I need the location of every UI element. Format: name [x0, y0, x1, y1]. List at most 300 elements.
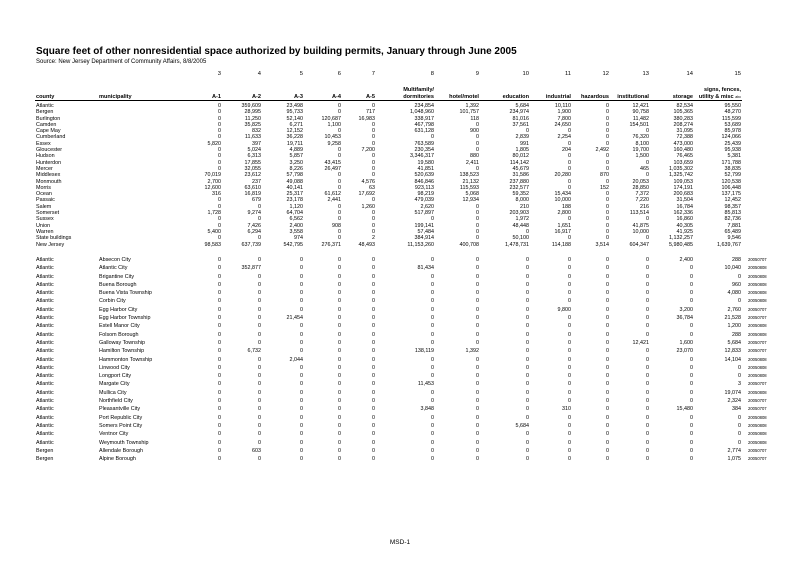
date-code: 20050808 — [748, 298, 767, 304]
detail-cell: 0 — [646, 290, 649, 297]
detail-cell: 0 — [372, 290, 375, 297]
summary-cell: 11,250 — [244, 115, 261, 122]
summary-cell: 0 — [372, 103, 375, 109]
county-name: Atlantic — [36, 103, 54, 109]
detail-cell: 0 — [258, 315, 261, 322]
county-name: New Jersey — [36, 241, 65, 248]
detail-cell: 36,784 — [676, 315, 693, 322]
municipality-name: Port Republic City — [99, 414, 143, 421]
summary-cell: 473,000 — [673, 140, 693, 147]
colnum-spacer — [35, 71, 188, 77]
summary-cell: 2,441 — [327, 197, 341, 204]
summary-cell: 52,799 — [724, 172, 741, 179]
detail-cell: 0 — [218, 431, 221, 438]
detail-cell: 0 — [300, 364, 303, 371]
detail-cell: 0 — [258, 339, 261, 346]
detail-cell: 0 — [646, 414, 649, 421]
detail-cell: 0 — [526, 281, 529, 288]
detail-cell: 21,454 — [286, 315, 303, 322]
detail-cell: 0 — [568, 265, 571, 272]
summary-cell: 16,860 — [676, 216, 693, 223]
summary-cell: 2,254 — [557, 134, 571, 141]
detail-cell: 0 — [690, 439, 693, 446]
detail-cell: 288 — [732, 331, 741, 338]
detail-cell: 0 — [526, 431, 529, 438]
summary-cell: 0 — [218, 197, 221, 204]
summary-cell: 923,113 — [414, 184, 434, 191]
detail-cell: 0 — [646, 422, 649, 429]
summary-cell: 17,692 — [358, 191, 375, 198]
detail-cell: 0 — [606, 422, 609, 429]
detail-cell: 1,200 — [727, 323, 741, 330]
detail-cell: 0 — [372, 456, 375, 463]
detail-cell: 21,528 — [724, 315, 741, 322]
detail-cell: 0 — [568, 298, 571, 305]
column-header-cell: county — [35, 94, 98, 101]
detail-cell: 0 — [606, 306, 609, 313]
detail-cell: 0 — [300, 306, 303, 313]
detail-cell: 0 — [300, 398, 303, 405]
detail-cell: 0 — [372, 273, 375, 280]
date-code: 20050808 — [748, 281, 767, 287]
county-name: Essex — [36, 140, 51, 147]
detail-cell: 0 — [568, 273, 571, 280]
detail-cell: 310 — [562, 406, 571, 413]
detail-cell: 0 — [738, 431, 741, 438]
summary-cell: 7,200 — [361, 147, 375, 154]
summary-cell: 0 — [372, 172, 375, 179]
county-name: Atlantic — [36, 306, 54, 313]
detail-cell: 0 — [568, 414, 571, 421]
detail-cell: 0 — [372, 331, 375, 338]
summary-cell: 82,534 — [676, 103, 693, 109]
summary-cell: 113,514 — [629, 210, 649, 217]
summary-cell: 234,854 — [414, 103, 434, 109]
summary-cell: 45,679 — [512, 165, 529, 172]
detail-cell: 0 — [372, 373, 375, 380]
summary-cell: 604,347 — [629, 241, 649, 248]
detail-cell: 0 — [526, 331, 529, 338]
detail-cell: 0 — [526, 356, 529, 363]
detail-cell: 0 — [338, 265, 341, 272]
detail-cell: 0 — [372, 348, 375, 355]
county-name: Hudson — [36, 153, 55, 160]
detail-cell: 0 — [258, 273, 261, 280]
column-number: 3 — [217, 71, 221, 77]
detail-cell: 0 — [606, 414, 609, 421]
column-header-cell: institutional — [610, 94, 650, 101]
date-code: 20050808 — [748, 389, 767, 395]
summary-cell: 0 — [476, 134, 479, 141]
summary-cell: 397 — [252, 140, 261, 147]
detail-cell: 0 — [646, 456, 649, 463]
summary-cell: 5,820 — [207, 140, 221, 147]
county-name: Hunterdon — [36, 159, 62, 166]
detail-cell: 0 — [738, 298, 741, 305]
summary-cell: 4,889 — [289, 147, 303, 154]
summary-cell: 2,700 — [207, 178, 221, 185]
summary-cell: 1,500 — [635, 153, 649, 160]
municipality-name: Brigantine City — [99, 273, 135, 280]
summary-cell: 24,650 — [554, 121, 571, 128]
summary-cell: 9,274 — [247, 210, 261, 217]
detail-cell: 0 — [646, 265, 649, 272]
detail-cell: 0 — [218, 306, 221, 313]
detail-cell: 0 — [476, 331, 479, 338]
detail-cell: 0 — [258, 281, 261, 288]
county-summary-table — [35, 103, 742, 248]
summary-cell: 90,758 — [632, 109, 649, 116]
detail-cell: 0 — [338, 290, 341, 297]
municipality-name: Ventnor City — [99, 431, 129, 438]
detail-cell: 0 — [431, 298, 434, 305]
date-code: 20050808 — [748, 273, 767, 279]
detail-cell: 0 — [606, 356, 609, 363]
detail-cell: 0 — [568, 456, 571, 463]
detail-cell: 0 — [431, 257, 434, 263]
summary-cell: 80,012 — [512, 153, 529, 160]
summary-cell: 0 — [606, 197, 609, 204]
municipality-name: Hammonton Township — [99, 356, 153, 363]
detail-cell: 0 — [431, 456, 434, 463]
detail-cell: 0 — [606, 257, 609, 263]
summary-cell: 0 — [606, 178, 609, 185]
municipality-name: Egg Harbor City — [99, 306, 138, 313]
summary-cell: 0 — [476, 210, 479, 217]
municipality-name: Hamilton Township — [99, 348, 145, 355]
detail-cell: 0 — [568, 348, 571, 355]
summary-cell: 0 — [476, 121, 479, 128]
detail-cell: 0 — [218, 422, 221, 429]
detail-cell: 0 — [606, 364, 609, 371]
summary-cell: 1,048,960 — [410, 109, 434, 116]
summary-cell: 0 — [568, 216, 571, 223]
summary-cell: 101,757 — [459, 109, 479, 116]
detail-cell: 0 — [338, 298, 341, 305]
municipality-name: Absecon City — [99, 257, 131, 263]
column-number: 9 — [475, 71, 479, 77]
detail-cell: 0 — [568, 439, 571, 446]
date-code: 20050707 — [748, 406, 767, 412]
summary-cell: 870 — [600, 172, 609, 179]
county-name: Morris — [36, 184, 51, 191]
detail-row — [35, 347, 772, 355]
summary-cell: 0 — [372, 165, 375, 172]
summary-cell: 10,453 — [324, 134, 341, 141]
summary-cell: 237,880 — [509, 178, 529, 185]
summary-cell: 137,175 — [721, 191, 741, 198]
detail-cell: 0 — [338, 389, 341, 396]
summary-cell: 152 — [600, 184, 609, 191]
detail-cell: 0 — [690, 373, 693, 380]
detail-cell: 0 — [300, 439, 303, 446]
detail-cell: 0 — [476, 414, 479, 421]
summary-cell: 76,320 — [632, 134, 649, 141]
detail-cell: 0 — [476, 422, 479, 429]
summary-cell: 162,336 — [673, 210, 693, 217]
summary-cell: 0 — [218, 128, 221, 135]
detail-cell: 0 — [690, 298, 693, 305]
summary-cell: 31,586 — [512, 172, 529, 179]
summary-cell: 40,305 — [676, 222, 693, 229]
summary-cell: 1,805 — [515, 147, 529, 154]
summary-cell: 11,633 — [244, 134, 261, 141]
date-code: 20050808 — [748, 356, 767, 362]
summary-cell: 908 — [332, 222, 341, 229]
column-numbers-row — [35, 71, 742, 77]
detail-cell: 0 — [526, 339, 529, 346]
detail-cell: 0 — [431, 389, 434, 396]
summary-cell: 0 — [218, 134, 221, 141]
detail-cell: 0 — [690, 273, 693, 280]
county-name: Atlantic — [36, 431, 54, 438]
summary-cell: 12,600 — [204, 184, 221, 191]
county-name: Atlantic — [36, 265, 54, 272]
detail-cell: 0 — [476, 306, 479, 313]
detail-cell: 0 — [690, 323, 693, 330]
detail-cell: 0 — [431, 364, 434, 371]
column-header-cell: A-1 — [188, 94, 222, 101]
summary-cell: 0 — [372, 153, 375, 160]
detail-cell: 0 — [738, 414, 741, 421]
detail-cell: 4,080 — [727, 290, 741, 297]
detail-cell: 0 — [690, 364, 693, 371]
summary-cell: 0 — [568, 159, 571, 166]
detail-cell: 0 — [526, 373, 529, 380]
detail-cell: 0 — [690, 265, 693, 272]
summary-cell: 0 — [526, 228, 529, 235]
summary-cell: 174,191 — [673, 184, 693, 191]
detail-cell: 1,075 — [727, 456, 741, 463]
detail-cell: 0 — [372, 257, 375, 263]
summary-cell: 8,226 — [289, 165, 303, 172]
detail-cell: 3,848 — [420, 406, 434, 413]
detail-cell: 0 — [646, 323, 649, 330]
page-title: Square feet of other nonresidential space authorized by building permits, January through June 2005 — [36, 46, 517, 57]
detail-row — [35, 380, 772, 388]
detail-cell: 0 — [476, 373, 479, 380]
date-code: 20050707 — [748, 456, 767, 462]
detail-cell: 0 — [646, 331, 649, 338]
detail-cell: 0 — [476, 406, 479, 413]
column-number: 13 — [642, 71, 649, 77]
detail-cell: 0 — [526, 257, 529, 263]
summary-cell: 20,053 — [632, 178, 649, 185]
county-name: Atlantic — [36, 298, 54, 305]
summary-cell: 57,484 — [417, 228, 434, 235]
summary-cell: 0 — [568, 165, 571, 172]
detail-cell: 6,732 — [247, 348, 261, 355]
summary-cell: 6,562 — [289, 216, 303, 223]
detail-cell: 0 — [218, 456, 221, 463]
detail-cell: 0 — [258, 381, 261, 388]
date-code: 20050808 — [748, 364, 767, 370]
summary-cell: 118 — [470, 115, 479, 122]
summary-cell: 0 — [338, 103, 341, 109]
detail-row — [35, 422, 772, 430]
summary-cell: 0 — [338, 128, 341, 135]
summary-cell: 2,411 — [465, 159, 479, 166]
detail-cell: 0 — [690, 456, 693, 463]
detail-cell: 0 — [646, 298, 649, 305]
summary-cell: 0 — [218, 153, 221, 160]
detail-cell: 0 — [258, 431, 261, 438]
summary-cell: 48,448 — [512, 222, 529, 229]
summary-cell: 465 — [640, 165, 649, 172]
county-name: Atlantic — [36, 439, 54, 446]
detail-cell: 3,200 — [679, 306, 693, 313]
detail-cell: 0 — [218, 447, 221, 454]
detail-cell: 0 — [646, 281, 649, 288]
detail-cell: 0 — [526, 265, 529, 272]
summary-cell: 23,498 — [286, 103, 303, 109]
summary-cell: 763,589 — [414, 140, 434, 147]
detail-cell: 0 — [646, 356, 649, 363]
municipality-name: Estell Manor City — [99, 323, 140, 330]
detail-cell: 0 — [300, 406, 303, 413]
summary-cell: 0 — [338, 178, 341, 185]
summary-cell: 105,365 — [673, 109, 693, 116]
detail-cell: 2,400 — [679, 257, 693, 263]
summary-cell: 0 — [218, 147, 221, 154]
detail-cell: 0 — [646, 348, 649, 355]
detail-cell: 0 — [431, 439, 434, 446]
summary-cell: 70,019 — [204, 172, 221, 179]
detail-cell: 0 — [338, 373, 341, 380]
detail-cell: 0 — [431, 323, 434, 330]
summary-cell: 43,415 — [324, 159, 341, 166]
detail-cell: 0 — [300, 265, 303, 272]
summary-cell: 0 — [476, 222, 479, 229]
detail-cell: 0 — [218, 348, 221, 355]
summary-cell: 0 — [476, 228, 479, 235]
header-suffix: abc — [735, 94, 741, 99]
detail-row — [35, 356, 772, 364]
date-code: 20050707 — [748, 306, 767, 312]
detail-cell: 0 — [218, 439, 221, 446]
column-header-cell: A-2 — [222, 94, 262, 101]
detail-cell: 0 — [526, 389, 529, 396]
summary-cell: 5,684 — [515, 103, 529, 109]
county-name: State buildings — [36, 235, 72, 242]
summary-cell: 8,000 — [515, 197, 529, 204]
summary-cell: 0 — [372, 228, 375, 235]
detail-cell: 0 — [690, 431, 693, 438]
summary-cell: 9,546 — [727, 235, 741, 242]
summary-cell: 276,371 — [321, 241, 341, 248]
summary-cell: 72,388 — [676, 134, 693, 141]
detail-row — [35, 314, 772, 322]
detail-cell: 0 — [568, 281, 571, 288]
summary-cell: 28,995 — [244, 109, 261, 116]
detail-cell: 0 — [606, 339, 609, 346]
summary-cell: 35,825 — [244, 121, 261, 128]
summary-cell: 2,492 — [595, 147, 609, 154]
summary-cell: 0 — [606, 103, 609, 109]
detail-cell: 1,600 — [679, 339, 693, 346]
summary-cell: 0 — [476, 147, 479, 154]
summary-cell: 49,088 — [286, 178, 303, 185]
municipality-name: Galloway Township — [99, 339, 146, 346]
detail-cell: 0 — [218, 406, 221, 413]
summary-cell: 237 — [252, 178, 261, 185]
detail-cell: 0 — [218, 265, 221, 272]
summary-cell: 36,228 — [286, 134, 303, 141]
summary-cell: 95,733 — [286, 109, 303, 116]
summary-cell: 25,439 — [724, 140, 741, 147]
municipality-name: Mullica City — [99, 389, 127, 396]
summary-cell: 0 — [372, 128, 375, 135]
detail-cell: 384 — [732, 406, 741, 413]
summary-cell: 1,132,257 — [669, 235, 693, 242]
detail-cell: 0 — [258, 323, 261, 330]
detail-cell: 0 — [526, 447, 529, 454]
column-header-cell: industrial — [530, 94, 572, 101]
detail-cell: 0 — [258, 306, 261, 313]
detail-cell: 0 — [338, 281, 341, 288]
detail-cell: 0 — [258, 298, 261, 305]
municipality-name: Somers Point City — [99, 422, 143, 429]
detail-cell: 2,774 — [727, 447, 741, 454]
column-header — [35, 87, 742, 101]
detail-cell: 0 — [431, 331, 434, 338]
detail-row — [35, 339, 772, 347]
detail-cell: 0 — [476, 431, 479, 438]
detail-cell: 2,324 — [727, 398, 741, 405]
county-name: Atlantic — [36, 348, 54, 355]
summary-cell: 0 — [568, 178, 571, 185]
summary-cell: 7,220 — [635, 197, 649, 204]
summary-cell: 20,280 — [554, 172, 571, 179]
detail-cell: 0 — [258, 373, 261, 380]
detail-cell: 0 — [646, 257, 649, 263]
summary-cell: 0 — [258, 235, 261, 242]
summary-cell: 115,593 — [459, 184, 479, 191]
municipality-name: Northfield City — [99, 398, 133, 405]
column-header-cell: hazardous — [572, 94, 610, 101]
summary-cell: 0 — [218, 165, 221, 172]
summary-cell: 3,558 — [289, 228, 303, 235]
summary-cell: 6,271 — [289, 121, 303, 128]
summary-cell: 467,798 — [414, 121, 434, 128]
county-name: Atlantic — [36, 364, 54, 371]
county-name: Somerset — [36, 210, 60, 217]
summary-cell: 38,835 — [724, 165, 741, 172]
summary-cell: 0 — [338, 235, 341, 242]
detail-cell: 0 — [300, 323, 303, 330]
date-code: 20050808 — [748, 373, 767, 379]
summary-cell: 210 — [520, 203, 529, 210]
summary-cell: 160,480 — [673, 147, 693, 154]
detail-cell: 0 — [526, 348, 529, 355]
detail-cell: 0 — [300, 431, 303, 438]
detail-row — [35, 289, 772, 297]
summary-cell: 631,128 — [414, 128, 434, 135]
date-code: 20050707 — [748, 315, 767, 321]
detail-cell: 0 — [476, 381, 479, 388]
summary-cell: 0 — [372, 197, 375, 204]
summary-cell: 0 — [568, 128, 571, 135]
summary-cell: 0 — [218, 235, 221, 242]
detail-cell: 0 — [606, 381, 609, 388]
detail-cell: 0 — [476, 273, 479, 280]
detail-cell: 0 — [476, 315, 479, 322]
detail-cell: 0 — [338, 398, 341, 405]
county-name: Cape May — [36, 128, 61, 135]
summary-cell: 95,550 — [724, 103, 741, 109]
summary-cell: 31,504 — [676, 197, 693, 204]
detail-row — [35, 273, 772, 281]
